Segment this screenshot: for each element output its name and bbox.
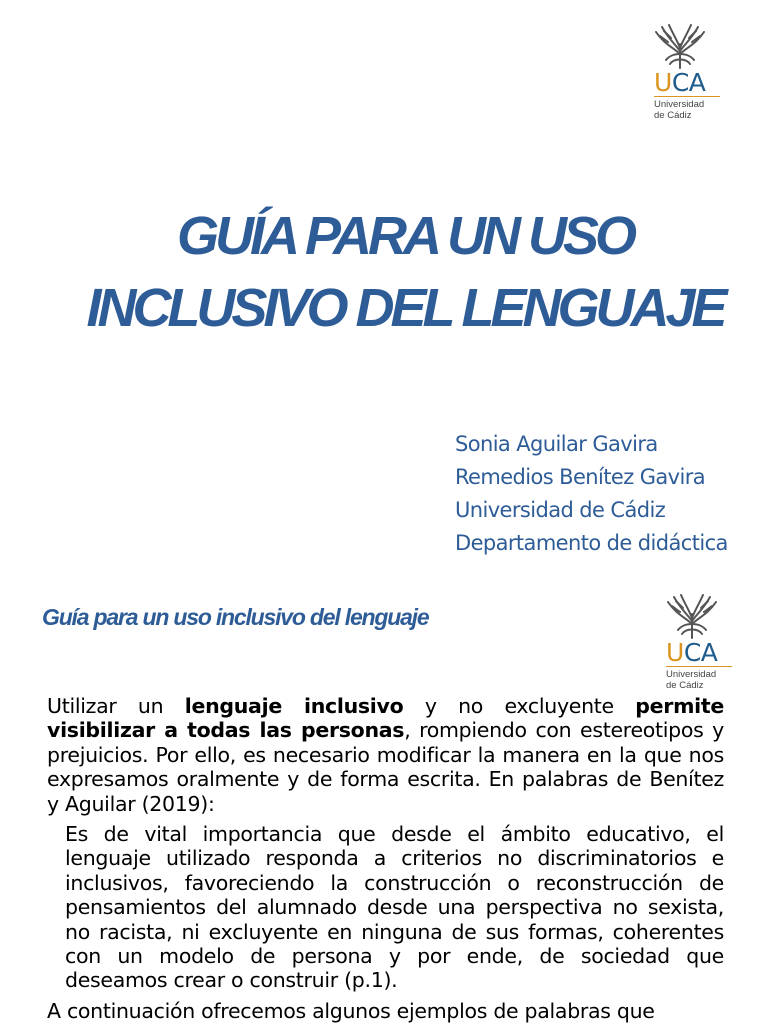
logo-university-line1: Universidad bbox=[666, 669, 717, 680]
affiliation-department: Departamento de didáctica bbox=[455, 531, 728, 555]
uca-logo bbox=[666, 594, 736, 691]
bold-phrase: permite visibilizar a todas las personas bbox=[47, 694, 724, 743]
uca-letters: UCA bbox=[654, 68, 706, 97]
uca-letters: UCA bbox=[666, 638, 718, 667]
bold-phrase: lenguaje inclusivo bbox=[184, 694, 404, 718]
logo-university-line1: Universidad bbox=[654, 99, 705, 110]
uca-bird-emblem-icon bbox=[666, 594, 718, 640]
slide-heading: Guía para un uso inclusivo del lenguaje bbox=[42, 604, 429, 630]
main-title-line-1: GUÍA PARA UN USO bbox=[176, 206, 633, 266]
authors-block bbox=[455, 428, 728, 560]
main-title-line-2: INCLUSIVO DEL LENGUAJE bbox=[86, 278, 724, 338]
uca-logo bbox=[654, 24, 724, 121]
logo-university-line2: de Cádiz bbox=[654, 110, 692, 121]
author-2: Remedios Benítez Gavira bbox=[455, 465, 706, 489]
main-title bbox=[60, 200, 750, 344]
author-1: Sonia Aguilar Gavira bbox=[455, 432, 658, 456]
block-quote: Es de vital importancia que desde el ámbito educativo, el lenguaje utilizado responda a criterios no discriminatorios e inclusivos, favoreciendo la construcción o reconstrucción de pensamientos del alumnado desde una perspectiva no sexista, no racista, ni excluyente en ninguna de sus formas, coherentes con un modelo de persona y por ende, de sociedad que deseamos crear o construir (p.1). bbox=[65, 822, 724, 993]
content-slide bbox=[0, 582, 768, 1024]
body-text bbox=[47, 694, 724, 1023]
logo-university-line2: de Cádiz bbox=[666, 680, 704, 691]
intro-paragraph: Utilizar un lenguaje inclusivo y no excluyente permite visibilizar a todas las personas, rompiendo con estereotipos y prejuicios. Por ello, es necesario modificar la manera en la que nos expresamos oralmente y de forma escrita. En palabras de Benítez y Aguilar (2019): bbox=[47, 694, 724, 816]
uca-bird-emblem-icon bbox=[654, 24, 706, 70]
continuation-paragraph: A continuación ofrecemos algunos ejemplos de palabras que bbox=[47, 998, 655, 1023]
affiliation-university: Universidad de Cádiz bbox=[455, 498, 666, 522]
